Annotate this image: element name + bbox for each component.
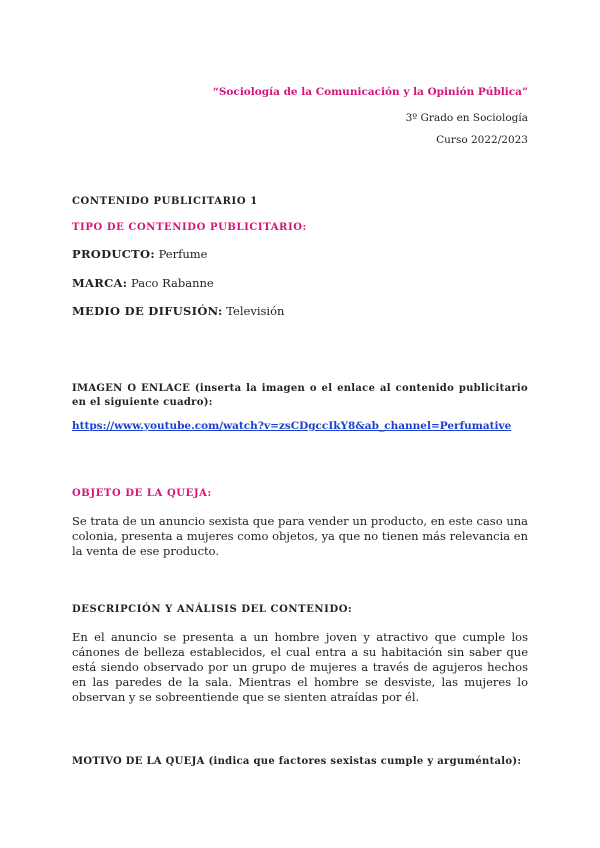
product-field [72, 247, 207, 261]
medium-field [72, 304, 284, 318]
complaint-text: Se trata de un anuncio sexista que para vender un producto, en este caso una colonia, presenta a mujeres como objetos, ya que no tienen más relevancia en la venta de ese producto. [72, 514, 528, 558]
academic-year: Curso 2022/2023 [436, 134, 528, 146]
brand-value: Paco Rabanne [131, 276, 214, 290]
brand-field [72, 276, 214, 290]
medium-value: Televisión [226, 304, 285, 318]
reason-heading: MOTIVO DE LA QUEJA (indica que factores sexistas cumple y arguméntalo): [72, 756, 522, 767]
course-title: “Sociología de la Comunicación y la Opinión Pública” [212, 86, 528, 98]
image-heading: IMAGEN O ENLACE (inserta la imagen o el enlace al contenido publicitario en el siguiente cuadro): [72, 383, 528, 408]
complaint-heading: OBJETO DE LA QUEJA: [72, 488, 212, 499]
type-heading: TIPO DE CONTENIDO PUBLICITARIO: [72, 222, 307, 233]
product-label: PRODUCTO: [72, 247, 155, 261]
medium-label: MEDIO DE DIFUSIÓN: [72, 304, 223, 318]
description-heading: DESCRIPCIÓN Y ANÁLISIS DEL CONTENIDO: [72, 604, 353, 615]
ad-video-link[interactable]: https://www.youtube.com/watch?v=zsCDgccIkY8&ab_channel=Perfumative [72, 420, 512, 432]
degree-line: 3º Grado en Sociología [405, 112, 528, 124]
description-text: En el anuncio se presenta a un hombre joven y atractivo que cumple los cánones de belleza establecidos, el cual entra a su habitación sin saber que está siendo observado por un grupo de mujeres a través de agujeros hechos en las paredes de la sala. Mientras el hombre se desviste, las mujeres lo observan y se sobreentiende que se sienten atraídas por él. [72, 630, 528, 704]
brand-label: MARCA: [72, 276, 128, 290]
section-title: CONTENIDO PUBLICITARIO 1 [72, 196, 258, 207]
product-value: Perfume [158, 247, 208, 261]
